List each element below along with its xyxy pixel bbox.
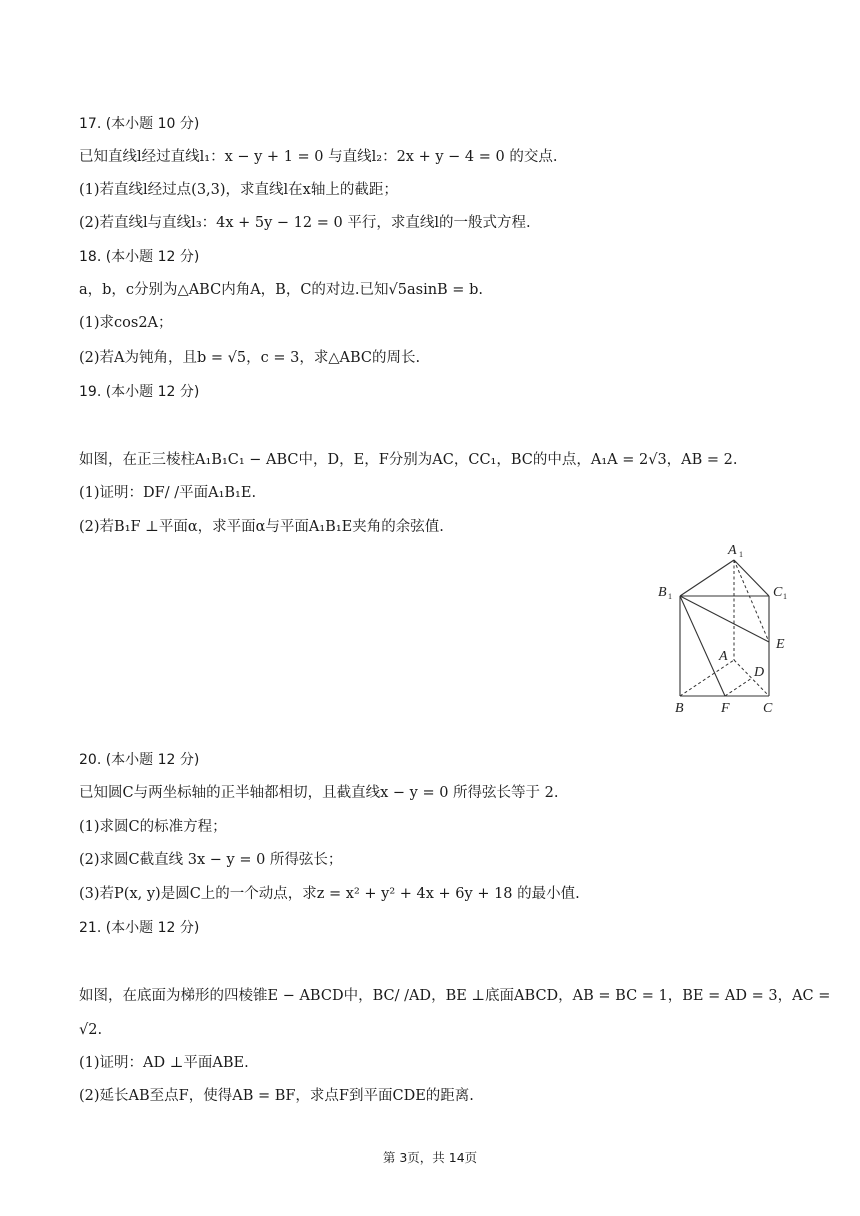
problem-18-part-2: (2)若A为钝角，且b = √5，c = 3，求△ABC的周长. — [79, 350, 421, 366]
problem-17-part-2: (2)若直线l与直线l₃：4x + 5y − 12 = 0 平行，求直线l的一般式方程. — [79, 215, 531, 231]
prism-figure — [652, 538, 797, 716]
label-a1-sub: 1 — [739, 550, 743, 559]
problem-17-part-1: (1)若直线l经过点(3,3)，求直线l在x轴上的截距； — [79, 182, 398, 198]
problem-20-part-1: (1)求圆C的标准方程； — [79, 819, 227, 835]
problem-21-statement: 如图，在底面为梯形的四棱锥E − ABCD中，BC/ /AD，BE ⊥底面ABCD，AB = BC = 1，BE = AD = 3，AC = — [79, 988, 831, 1004]
problem-19-statement: 如图，在正三棱柱A₁B₁C₁ − ABC中，D，E，F分别为AC，CC₁，BC的中点，A₁A = 2√3，AB = 2. — [79, 452, 738, 468]
label-b1: B — [658, 585, 667, 600]
problem-19-part-1: (1)证明：DF/ /平面A₁B₁E. — [79, 485, 257, 501]
problem-20-statement: 已知圆C与两坐标轴的正半轴都相切，且截直线x − y = 0 所得弦长等于 2. — [79, 785, 559, 801]
problem-18-part-1: (1)求cos2A； — [79, 315, 173, 331]
problem-20-heading: 20. (本小题 12 分) — [79, 752, 200, 768]
label-d: D — [754, 665, 765, 680]
problem-18-heading: 18. (本小题 12 分) — [79, 249, 200, 265]
label-a: A — [719, 649, 728, 664]
label-b1-sub: 1 — [668, 592, 672, 601]
label-f: F — [721, 701, 730, 716]
label-c1-sub: 1 — [783, 592, 787, 601]
problem-21-heading: 21. (本小题 12 分) — [79, 920, 200, 936]
problem-21-statement-cont: √2. — [79, 1022, 103, 1038]
problem-20-part-2: (2)求圆C截直线 3x − y = 0 所得弦长； — [79, 852, 343, 868]
problem-17-statement: 已知直线l经过直线l₁：x − y + 1 = 0 与直线l₂：2x + y − 4 = 0 的交点. — [79, 149, 558, 165]
problem-19-heading: 19. (本小题 12 分) — [79, 384, 200, 400]
problem-19-part-2: (2)若B₁F ⊥平面α，求平面α与平面A₁B₁E夹角的余弦值. — [79, 519, 444, 535]
label-c1: C — [773, 585, 783, 600]
label-a1: A — [728, 543, 737, 558]
problem-21-part-1: (1)证明：AD ⊥平面ABE. — [79, 1055, 249, 1071]
page-footer: 第 3页，共 14页 — [382, 1150, 478, 1165]
label-b: B — [675, 701, 684, 716]
label-e: E — [776, 637, 785, 652]
problem-20-part-3: (3)若P(x, y)是圆C上的一个动点，求z = x² + y² + 4x + 6y + 18 的最小值. — [79, 886, 580, 902]
problem-17-heading: 17. (本小题 10 分) — [79, 116, 200, 132]
label-c: C — [763, 701, 773, 716]
problem-21-part-2: (2)延长AB至点F，使得AB = BF，求点F到平面CDE的距离. — [79, 1088, 474, 1104]
problem-18-statement: a，b，c分别为△ABC内角A，B，C的对边.已知√5asinB = b. — [79, 282, 483, 298]
